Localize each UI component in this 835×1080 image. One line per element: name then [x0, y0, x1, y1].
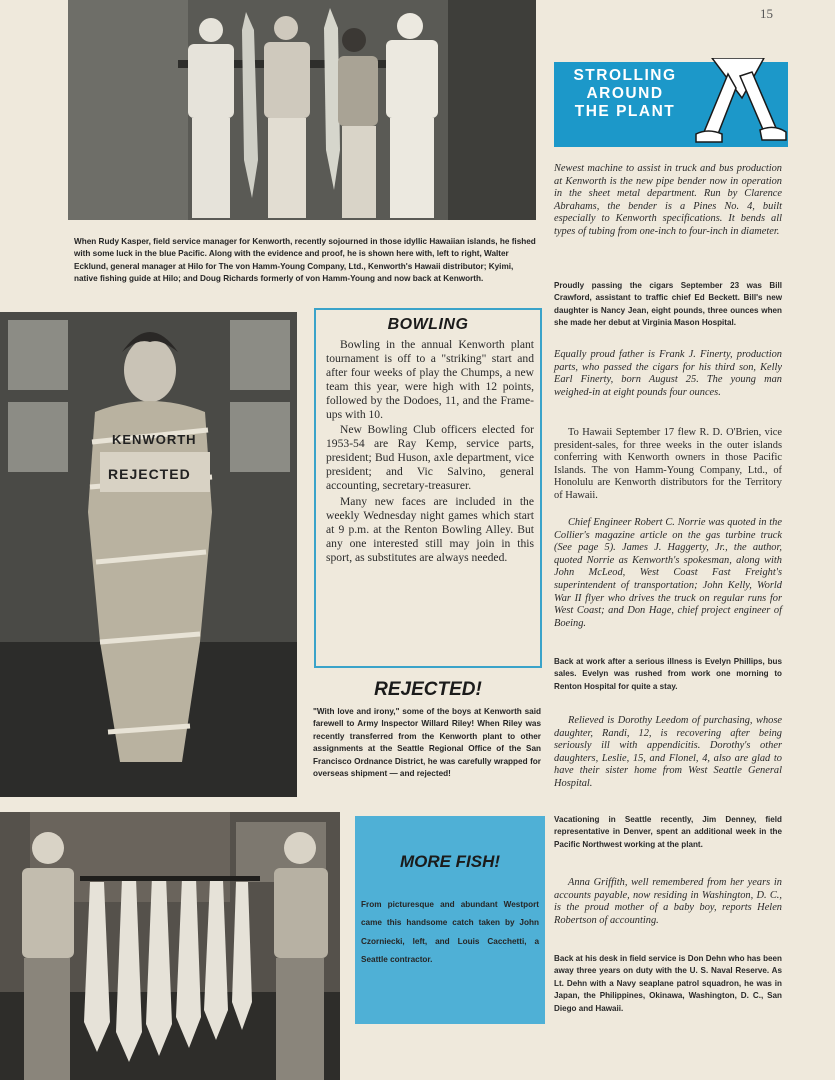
walking-legs-icon [682, 58, 792, 154]
strolling-item: Vacationing in Seattle recently, Jim Denney, field representative in Denver, spent an additional week in the Pacific Northwest working at the plant. [554, 815, 782, 849]
rejected-photo [0, 312, 297, 797]
strolling-item: Anna Griffith, well remembered from her years in accounts payable, now residing in Washington, D. C., is the proud mother of a baby boy, reports Helen Robertson of accounting. [554, 877, 782, 926]
bowling-paragraph: New Bowling Club officers elected for 1953-54 are Ray Kemp, service parts, president; Bud Huson, axle department, vice president; and Vic Salvino, general accounting, secretary-treasurer. [326, 423, 534, 493]
page-number: 15 [760, 6, 773, 21]
westport-fishing-photo [0, 812, 340, 1080]
strolling-item: Newest machine to assist in truck and bus production at Kenworth is the new pipe bender now in operation in the sheet metal department. Run by Clarence Abrahams, the bender is a Pines No. 4, built especially to Kenworth specifications. It bends all types of tubing from one-inch to four-inch in diameter. [554, 163, 782, 237]
hawaii-fishing-photo [68, 0, 536, 220]
strolling-item: Relieved is Dorothy Leedom of purchasing, whose daughter, Randi, 12, is recovering after being seriously ill with appendicitis. Dorothy's other daughters, Leslie, 15, and Flonel, 4, also are glad to have their sister home from West Seattle General Hospital. [554, 715, 782, 789]
banner-line: STROLLING [573, 67, 677, 84]
bowling-title: BOWLING [387, 316, 469, 333]
more-fish-title: MORE FISH! [399, 852, 501, 871]
rejected-body: "With love and irony," some of the boys at Kenworth said farewell to Army Inspector Willard Riley! When Riley was recently transferred from the Kenworth plant to other assignments at the Seattle Regional Office of the San Francisco Ordnance District, he was carefully wrapped for overseas shipment — and rejected! [313, 707, 541, 779]
sign-rejected: REJECTED [108, 466, 191, 482]
bowling-paragraph: Bowling in the annual Kenworth plant tournament is off to a "striking" start and after four weeks of play the Chumps, a new team this year, were high with 12 points, followed by the Dodoes, 11, and the Frame-ups with 10. [326, 338, 534, 421]
strolling-item: Chief Engineer Robert C. Norrie was quoted in the Collier's magazine article on the gas turbine truck (See page 5). James J. Haggerty, Jr., the author, quoted Norrie as Kenworth's spokesman, along with John McLeod, West Coast Fast Freight's superintendent of transportation; John Kelly, World War II flyer who drives the truck on regular runs for West Coast; and Don Hage, chief project engineer of Boeing. [554, 517, 782, 629]
strolling-item: Back at work after a serious illness is Evelyn Phillips, bus sales. Evelyn was rushed from work one morning to Renton Hospital for quite a stay. [554, 657, 782, 691]
strolling-item: Back at his desk in field service is Don Dehn who has been away three years on duty with the U. S. Naval Reserve. As Lt. Dehn with a Navy seaplane patrol squadron, he was in Japan, the Philippines, Okinawa, Washington, D. C., San Diego and Hawaii. [554, 954, 782, 1013]
banner-line: THE PLANT [574, 103, 676, 120]
top-photo-caption: When Rudy Kasper, field service manager for Kenworth, recently sojourned in those idyllic Hawaiian islands, he fished with some luck in the blue Pacific. Along with the evidence and proof, he is shown here with, left to right, Walter Ecklund, general manager at Hilo for The von Hamm-Young Company, Ltd., Kenworth's Hawaii distributor; Kyimi, native fishing guide at Hilo; and Doug Richards formerly of von Hamm-Young and now back at Kenworth. [74, 237, 536, 283]
sign-kenworth: KENWORTH [112, 432, 197, 447]
bowling-paragraph: Many new faces are included in the weekly Wednesday night games which start at 9 p.m. at the Renton Bowling Alley. But any one interested still may join in this sport, as substitutes are always needed. [326, 494, 534, 564]
strolling-item: To Hawaii September 17 flew R. D. O'Brien, vice president-sales, for three weeks in the outer islands conferring with Kenworth owners in those Pacific Islands. The von Hamm-Young Company, Ltd., of Honolulu are Kenworth distributors for the Territory of Hawaii. [554, 427, 782, 501]
rejected-title: REJECTED! [374, 679, 482, 700]
more-fish-body: From picturesque and abundant Westport came this handsome catch taken by John Czorniecki, left, and Louis Cacchetti, a Seattle contractor. [361, 900, 539, 964]
banner-line: AROUND [586, 85, 664, 102]
strolling-banner-title [560, 67, 690, 121]
strolling-item: Equally proud father is Frank J. Finerty, production parts, who passed the cigars for his third son, Kelly Earl Finerty, born August 25. The young man weighed-in at eight pounds four ounces. [554, 349, 782, 398]
strolling-item: Proudly passing the cigars September 23 was Bill Crawford, assistant to traffic chief Ed Beckett. Bill's new daughter is Nancy Jean, eight pounds, three ounces when she made her debut at Virginia Mason Hospital. [554, 281, 782, 328]
bowling-body [326, 338, 534, 565]
